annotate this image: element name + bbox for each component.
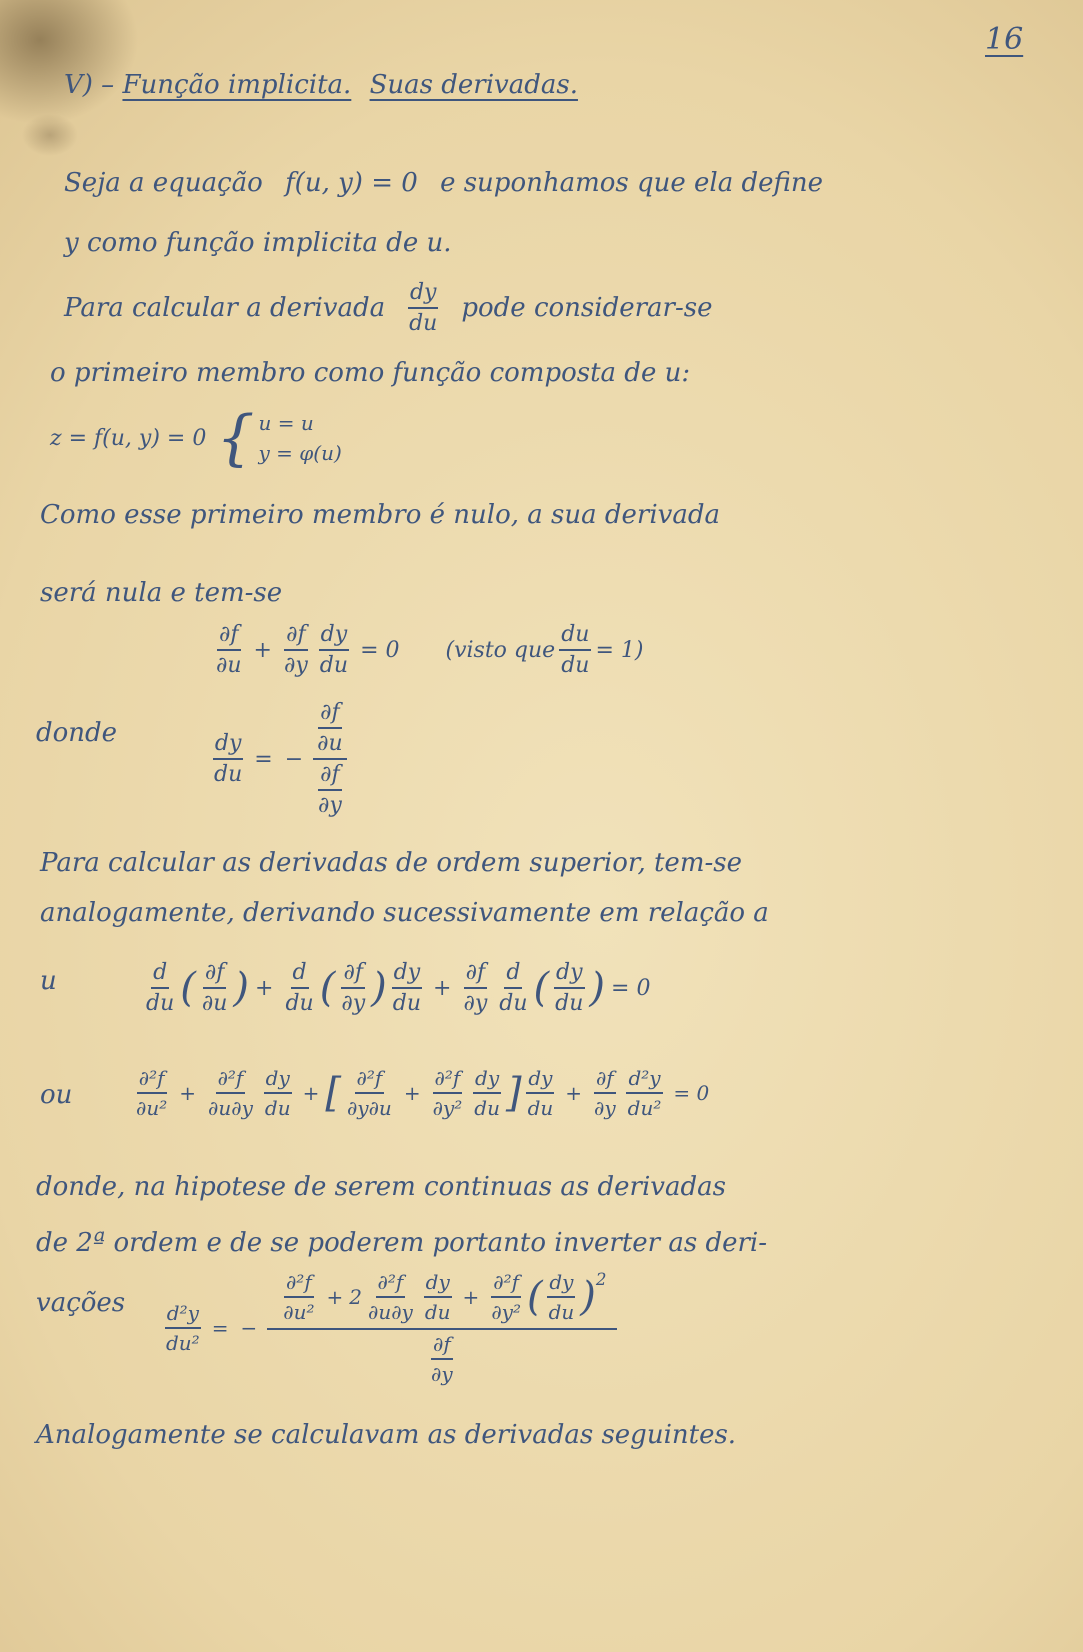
paren-close: ) (371, 965, 387, 1011)
den: du² (166, 1331, 200, 1355)
num: ∂²f (137, 1066, 167, 1094)
den: du² (627, 1096, 662, 1120)
fraction-dy-du (407, 280, 439, 336)
z-definition: z = f(u, y) = 0 (50, 425, 207, 451)
frac-d-du (283, 960, 315, 1016)
frac-d2f-du2 (134, 1066, 169, 1120)
paren-close: ) (233, 965, 250, 1011)
heading-title-b: Suas derivadas. (369, 70, 578, 100)
text-donde: donde (36, 718, 118, 748)
first-derivative-equation (210, 622, 643, 678)
num: ∂f (431, 1332, 453, 1360)
den: ∂u∂y (367, 1300, 413, 1324)
frac-dy-du (263, 1066, 293, 1120)
u-label: u (40, 966, 57, 996)
plus: + (302, 1081, 320, 1105)
frac-du-du (559, 622, 591, 678)
num: dy (213, 731, 244, 760)
num: ∂²f (284, 1270, 314, 1298)
system-line-2: y = φ(u) (258, 441, 342, 465)
den (314, 760, 346, 818)
paren-open: ( (533, 965, 550, 1011)
den: ∂u (317, 731, 343, 756)
den: du (499, 991, 528, 1016)
num: du (559, 622, 591, 651)
num (313, 700, 347, 760)
den: du (319, 653, 349, 678)
num: ∂f (203, 960, 227, 989)
num: ∂²f (491, 1270, 521, 1298)
den: ∂u (216, 653, 242, 678)
plus: + (565, 1081, 583, 1105)
num: dy (319, 622, 350, 651)
visto-que-note: (visto que (445, 637, 556, 663)
plus: + (462, 1285, 480, 1309)
equals-one: = 1) (595, 637, 644, 663)
exponent-two: 2 (595, 1270, 607, 1289)
frac-d2f-dudy (206, 1066, 255, 1120)
den: ∂u (201, 991, 228, 1016)
bracket-open: [ (325, 1070, 341, 1116)
frac-dy-du (212, 731, 244, 787)
second-derivative-formula (160, 1270, 621, 1386)
den: ∂y (431, 1362, 453, 1386)
paren-open: ( (180, 965, 196, 1011)
text-line-10: de 2ª ordem e de se poderem portanto inverter as deri- (36, 1228, 768, 1258)
num: ∂f (464, 960, 488, 989)
paren-open: ( (526, 1274, 543, 1320)
frac-dy-du (526, 1066, 556, 1120)
plus: + (433, 975, 452, 1001)
den: du (561, 653, 590, 678)
text-line-6: será nula e tem-se (40, 578, 283, 608)
big-numerator (267, 1270, 616, 1330)
num: ∂f (217, 622, 241, 651)
den: du (146, 991, 175, 1016)
num: ∂²f (355, 1066, 385, 1094)
den: ∂u² (283, 1300, 315, 1324)
plus: + (253, 637, 272, 663)
frac-df-dy (339, 960, 367, 1016)
num: dy (424, 1270, 452, 1298)
frac-d2f-dy2 (489, 1270, 523, 1324)
num: d²y (626, 1066, 662, 1094)
plus: + (326, 1285, 344, 1309)
text-line-2: y como função implicita de u. (64, 228, 452, 258)
num: ∂²f (433, 1066, 463, 1094)
den: ∂y (283, 653, 308, 678)
den: ∂y (463, 991, 488, 1016)
den: du (424, 1300, 451, 1324)
num: d²y (165, 1301, 201, 1329)
den: du (474, 1096, 500, 1120)
num: ∂f (341, 960, 365, 989)
frac-df-dy (282, 622, 310, 678)
den: du (264, 1096, 291, 1120)
den: ∂y² (432, 1096, 463, 1120)
page-number: 16 (985, 22, 1024, 57)
paren-open: ( (319, 965, 336, 1011)
second-derivative-step-2 (130, 1066, 715, 1120)
frac-df-du (214, 622, 244, 678)
num: dy (547, 1270, 575, 1298)
text-line-5: Como esse primeiro membro é nulo, a sua derivada (40, 500, 720, 530)
text-line-11: vações (36, 1288, 126, 1318)
text-line-8: analogamente, derivando sucessivamente em relação a (40, 898, 769, 928)
num: ∂f (318, 700, 342, 729)
system-line-1: u = u (258, 411, 314, 435)
frac-dy-du (391, 960, 423, 1016)
frac-df-dy (592, 1066, 618, 1120)
den: ∂u∂y (208, 1096, 253, 1120)
den: du (527, 1096, 554, 1120)
den: du (548, 1300, 575, 1324)
text-pode-considerar: pode considerar-se (461, 293, 713, 323)
num: dy (526, 1066, 554, 1094)
heading-title-a: Função implicita. (122, 70, 352, 100)
paren-close: ) (589, 965, 606, 1011)
den: ∂u² (136, 1096, 168, 1120)
text-line-9: donde, na hipotese de serem continuas as derivadas (36, 1172, 726, 1202)
den: ∂y² (491, 1300, 521, 1324)
frac-num: dy (408, 280, 439, 309)
frac-dy-du (423, 1270, 453, 1324)
frac-df-dy (461, 960, 489, 1016)
den: du (285, 991, 314, 1016)
dy-du-solution (208, 700, 351, 818)
num: d (291, 960, 309, 989)
frac-d2y-du2 (626, 1066, 664, 1120)
num: d (151, 960, 169, 989)
den: ∂y∂u (346, 1096, 392, 1120)
den: du (555, 991, 584, 1016)
section-heading (64, 70, 578, 100)
plus: + (179, 1081, 197, 1105)
frac-dy-du (553, 960, 585, 1016)
bracket-close: ] (505, 1070, 522, 1116)
big-denominator (427, 1330, 457, 1386)
text-line-7: Para calcular as derivadas de ordem superior, tem-se (40, 848, 742, 878)
plus: + (255, 975, 274, 1001)
den: ∂y (341, 991, 366, 1016)
minus: − (240, 1316, 258, 1340)
den: ∂y (318, 793, 342, 818)
text-line-1 (64, 168, 823, 198)
second-derivative-step-1 (140, 960, 656, 1016)
frac-d2f-du2 (281, 1270, 316, 1324)
den: du (214, 762, 243, 787)
plus: + (403, 1081, 421, 1105)
equals-zero: = 0 (611, 975, 651, 1001)
frac-d2f-dy2 (431, 1066, 465, 1120)
equals: = (254, 746, 273, 772)
frac-big (267, 1270, 616, 1386)
text-para-calcular: Para calcular a derivada (64, 293, 386, 323)
frac-d-du (144, 960, 176, 1016)
num: ∂²f (376, 1270, 406, 1298)
num: dy (473, 1066, 501, 1094)
composite-system (50, 403, 342, 473)
text-seja: Seja a equação (64, 168, 263, 198)
num: dy (264, 1066, 292, 1094)
equation-f-zero: f(u, y) = 0 (285, 168, 418, 198)
num: dy (392, 960, 423, 989)
frac-d2f-dudy (366, 1270, 415, 1324)
equals: = (211, 1316, 229, 1340)
frac-df-du (200, 960, 230, 1016)
equals-zero: = 0 (673, 1081, 710, 1105)
frac-dy-du (547, 1270, 577, 1324)
minus: − (284, 746, 304, 772)
frac-d-du (497, 960, 529, 1016)
num: dy (554, 960, 585, 989)
text-line-4: o primeiro membro como função composta de u: (50, 358, 691, 388)
text-line-3 (64, 280, 712, 336)
text-line-12: Analogamente se calculavam as derivadas seguintes. (36, 1420, 737, 1450)
frac-compound (313, 700, 347, 818)
num: ∂f (284, 622, 308, 651)
equals-zero: = 0 (360, 637, 400, 663)
frac-dy-du (472, 1066, 502, 1120)
num: ∂f (594, 1066, 616, 1094)
text-ou: ou (40, 1080, 73, 1110)
section-label: V) – (64, 70, 115, 100)
frac-d2y-du2 (164, 1301, 202, 1355)
den: du (392, 991, 422, 1016)
frac-den: du (409, 311, 438, 336)
num: d (504, 960, 522, 989)
num: ∂f (318, 762, 342, 791)
num: ∂²f (216, 1066, 246, 1094)
den: ∂y (594, 1096, 616, 1120)
paren-close: ) (580, 1274, 596, 1320)
brace-symbol: { (216, 403, 255, 473)
text-suponhamos: e suponhamos que ela define (440, 168, 824, 198)
frac-dy-du (318, 622, 350, 678)
coefficient-two: 2 (349, 1285, 362, 1309)
frac-d2f-dydu (345, 1066, 394, 1120)
